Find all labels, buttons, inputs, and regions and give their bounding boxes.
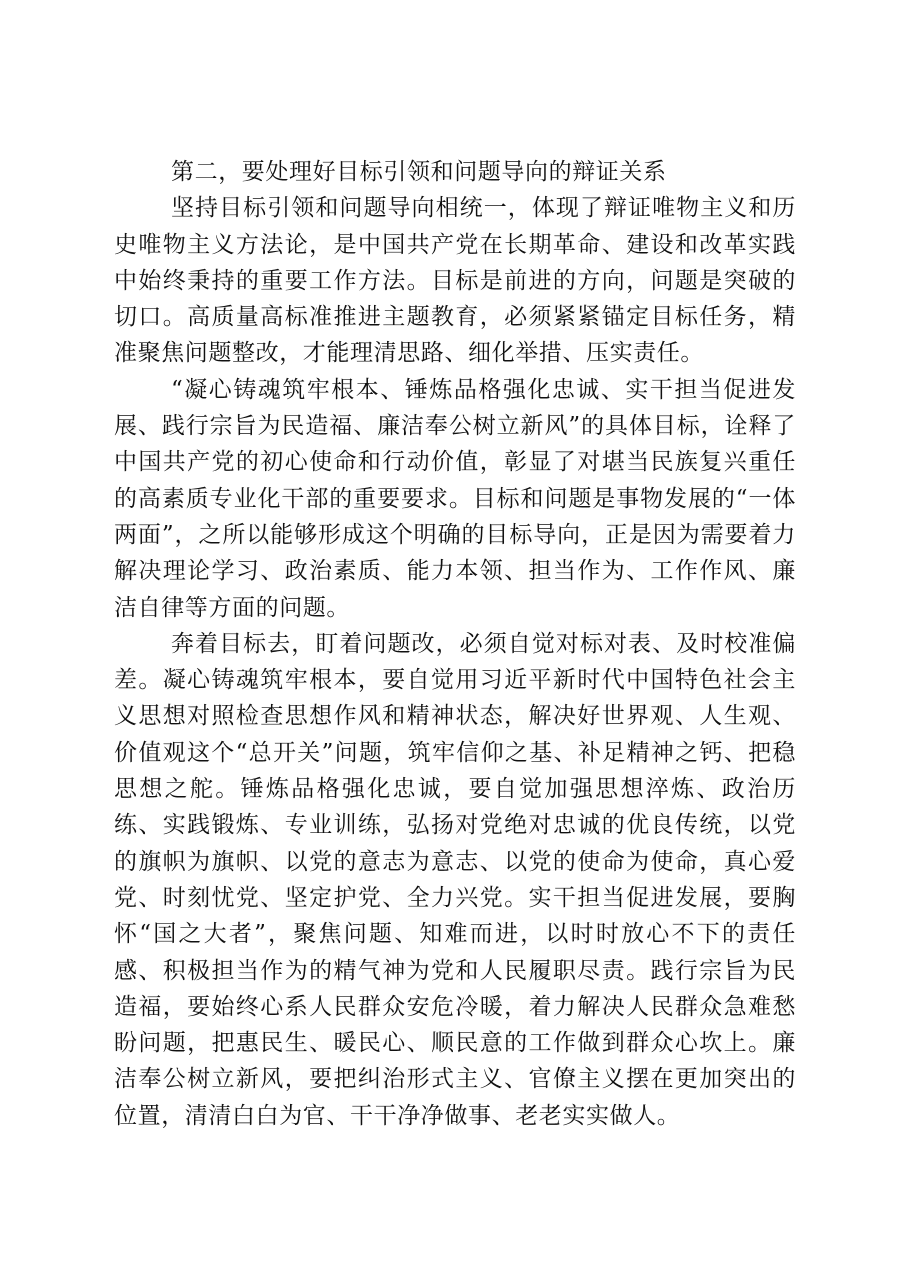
document-page xyxy=(114,140,796,1134)
paragraph-1: 坚持目标引领和问题导向相统一，体现了辩证唯物主义和历史唯物主义方法论，是中国共产党在长期革命、建设和改革实践中始终秉持的重要工作方法。目标是前进的方向，问题是突破的切口。高质量高标准推进主题教育，必须紧紧锚定目标任务，精准聚焦问题整改，才能理清思路、细化举措、压实责任。 xyxy=(114,195,796,367)
paragraph-3: 奔着目标去，盯着问题改，必须自觉对标对表、及时校准偏差。凝心铸魂筑牢根本，要自觉用习近平新时代中国特色社会主义思想对照检查思想作风和精神状态，解决好世界观、人生观、价值观这个“总开关”问题，筑牢信仰之基、补足精神之钙、把稳思想之舵。锤炼品格强化忠诚，要自觉加强思想淬炼、政治历练、实践锻炼、专业训练，弘扬对党绝对忠诚的优良传统，以党的旗帜为旗帜、以党的意志为意志、以党的使命为使命，真心爱党、时刻忧党、坚定护党、全力兴党。实干担当促进发展，要胸怀“国之大者”，聚焦问题、知难而进，以时时放心不下的责任感、积极担当作为的精气神为党和人民履职尽责。践行宗旨为民造福，要始终心系人民群众安危冷暖，着力解决人民群众急难愁盼问题，把惠民生、暖民心、顺民意的工作做到群众心坎上。廉洁奉公树立新风，要把纠治形式主义、官僚主义摆在更加突出的位置，清清白白为官、干干净净做事、老老实实做人。 xyxy=(114,630,796,1129)
section-heading: 第二，要处理好目标引领和问题导向的辩证关系 xyxy=(171,159,667,185)
paragraph-2: “凝心铸魂筑牢根本、锤炼品格强化忠诚、实干担当促进发展、践行宗旨为民造福、廉洁奉公树立新风”的具体目标，诠释了中国共产党的初心使命和行动价值，彰显了对堪当民族复兴重任的高素质专业化干部的重要要求。目标和问题是事物发展的“一体两面”，之所以能够形成这个明确的目标导向，正是因为需要着力解决理论学习、政治素质、能力本领、担当作为、工作作风、廉洁自律等方面的问题。 xyxy=(114,376,796,621)
